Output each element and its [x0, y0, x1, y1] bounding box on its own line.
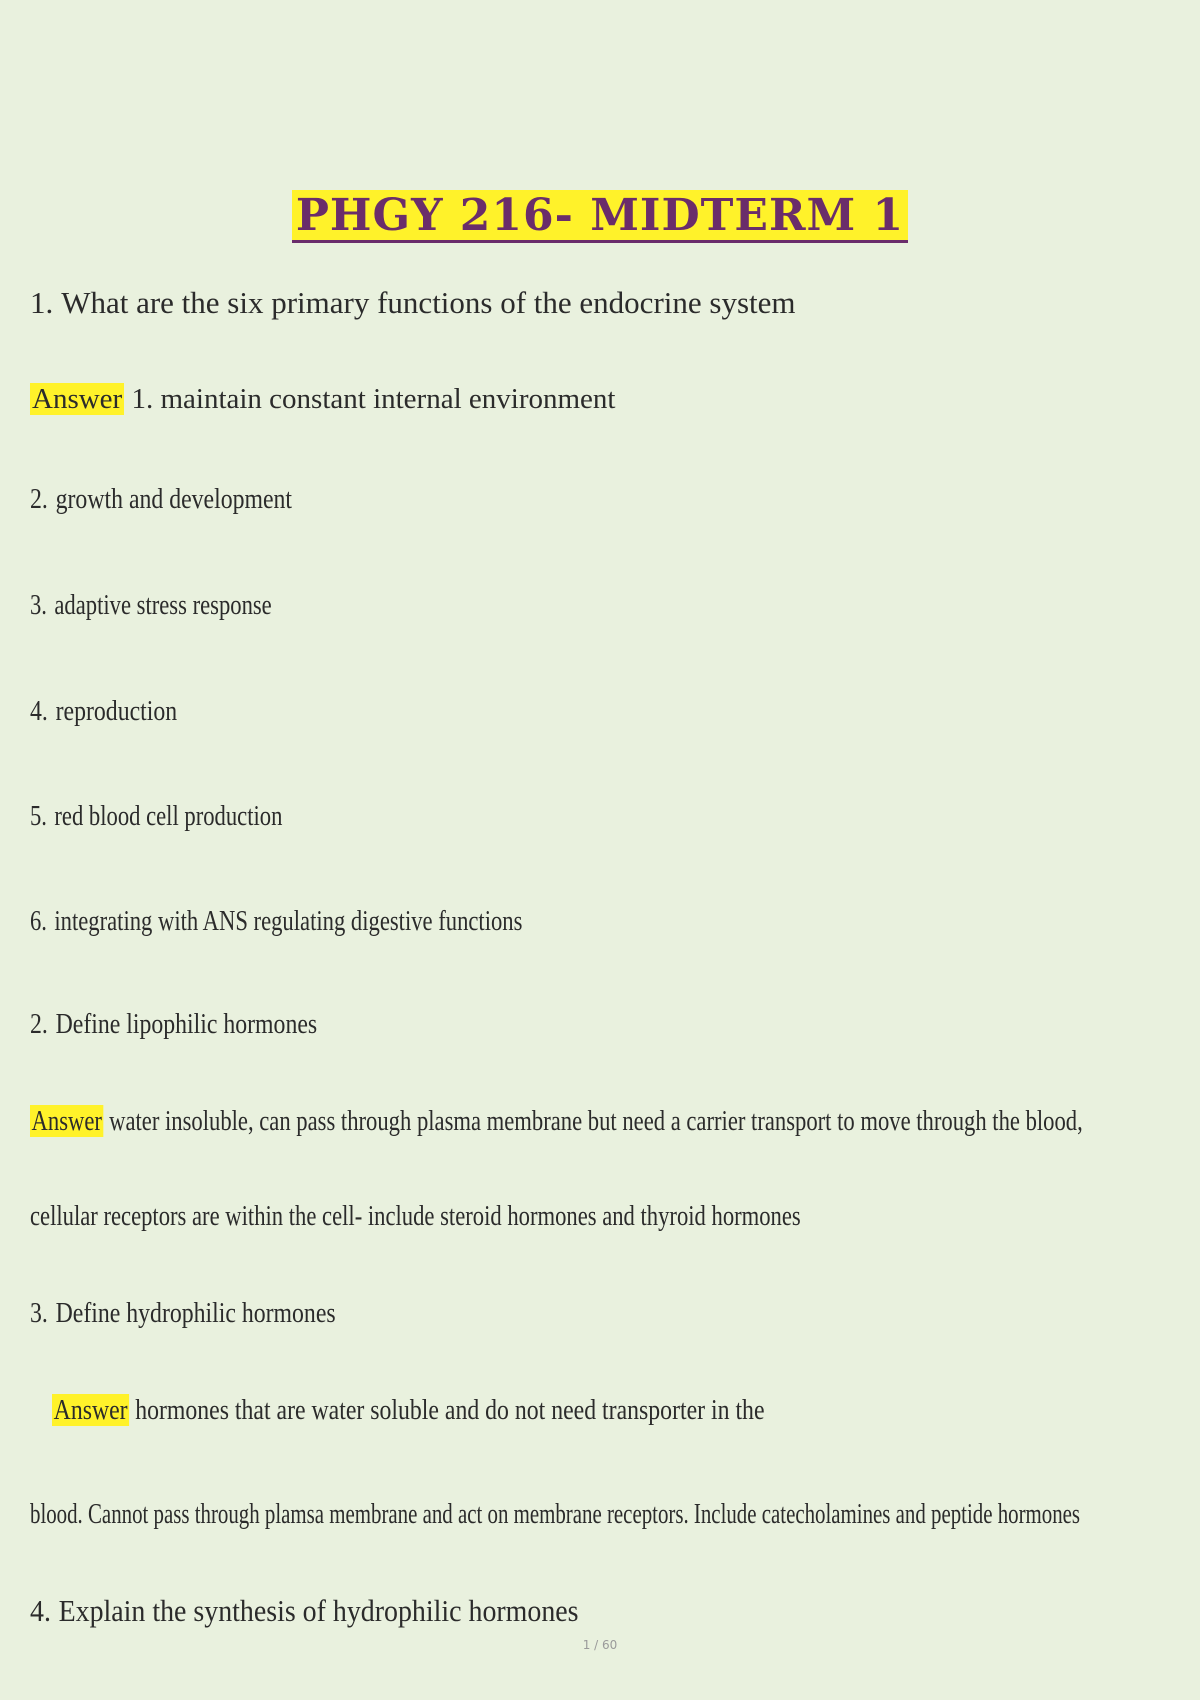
question-text: Define lipophilic hormones: [55, 1008, 318, 1040]
list-text: growth and development: [55, 483, 293, 515]
question-number: 4.: [30, 1593, 51, 1628]
answer-3-continued: [30, 1497, 1200, 1532]
answer-3: [52, 1393, 921, 1428]
list-number: 4.: [30, 695, 48, 727]
list-text: adaptive stress response: [54, 589, 272, 621]
question-number: 2.: [30, 1008, 48, 1040]
list-text: red blood cell production: [54, 800, 283, 832]
list-number: 2.: [30, 483, 48, 515]
question-number: 1.: [30, 285, 54, 320]
answer-text: cellular receptors are within the cell- include steroid hormones and thyroid hormones: [30, 1200, 801, 1232]
list-number: 6.: [30, 905, 47, 937]
question-text: Define hydrophilic hormones: [55, 1297, 336, 1329]
answer-item-number: 1.: [131, 383, 154, 415]
question-2: [30, 1007, 380, 1042]
question-4: [30, 1592, 639, 1629]
list-number: 5.: [30, 800, 47, 832]
answer-text: hormones that are water soluble and do not need transporter in the: [135, 1394, 765, 1426]
answer-1-item-5: [30, 799, 354, 834]
list-text: reproduction: [55, 695, 178, 727]
question-text: What are the six primary functions of the endocrine system: [61, 285, 796, 320]
list-text: integrating with ANS regulating digestive functions: [54, 905, 523, 937]
question-1: [30, 284, 796, 321]
answer-2-continued: [30, 1199, 1018, 1234]
answer-1-item-4: [30, 694, 209, 729]
answer-item-text: maintain constant internal environment: [160, 383, 616, 415]
answer-label: Answer: [53, 1394, 128, 1426]
question-number: 3.: [30, 1297, 48, 1329]
title-container: [0, 190, 1200, 243]
question-text: Explain the synthesis of hydrophilic hormones: [58, 1593, 579, 1628]
answer-label: Answer: [31, 1105, 102, 1137]
question-3: [30, 1296, 403, 1331]
answer-1-item-6: [30, 904, 661, 939]
answer-text: blood. Cannot pass through plamsa membrane and act on membrane receptors. Include catecholamines and peptide hormones: [30, 1498, 1081, 1530]
page-indicator: 1 / 60: [582, 1638, 618, 1652]
answer-text: water insoluble, can pass through plasma membrane but need a carrier transport to move through the blood,: [109, 1105, 1083, 1137]
answer-1-item-3: [30, 588, 340, 623]
answer-1-item-2: [30, 482, 350, 517]
page-title: PHGY 216- MIDTERM 1: [292, 190, 908, 243]
answer-2: [30, 1104, 1200, 1139]
answer-1: [30, 382, 615, 417]
list-number: 3.: [30, 589, 47, 621]
answer-label: Answer: [32, 383, 123, 415]
